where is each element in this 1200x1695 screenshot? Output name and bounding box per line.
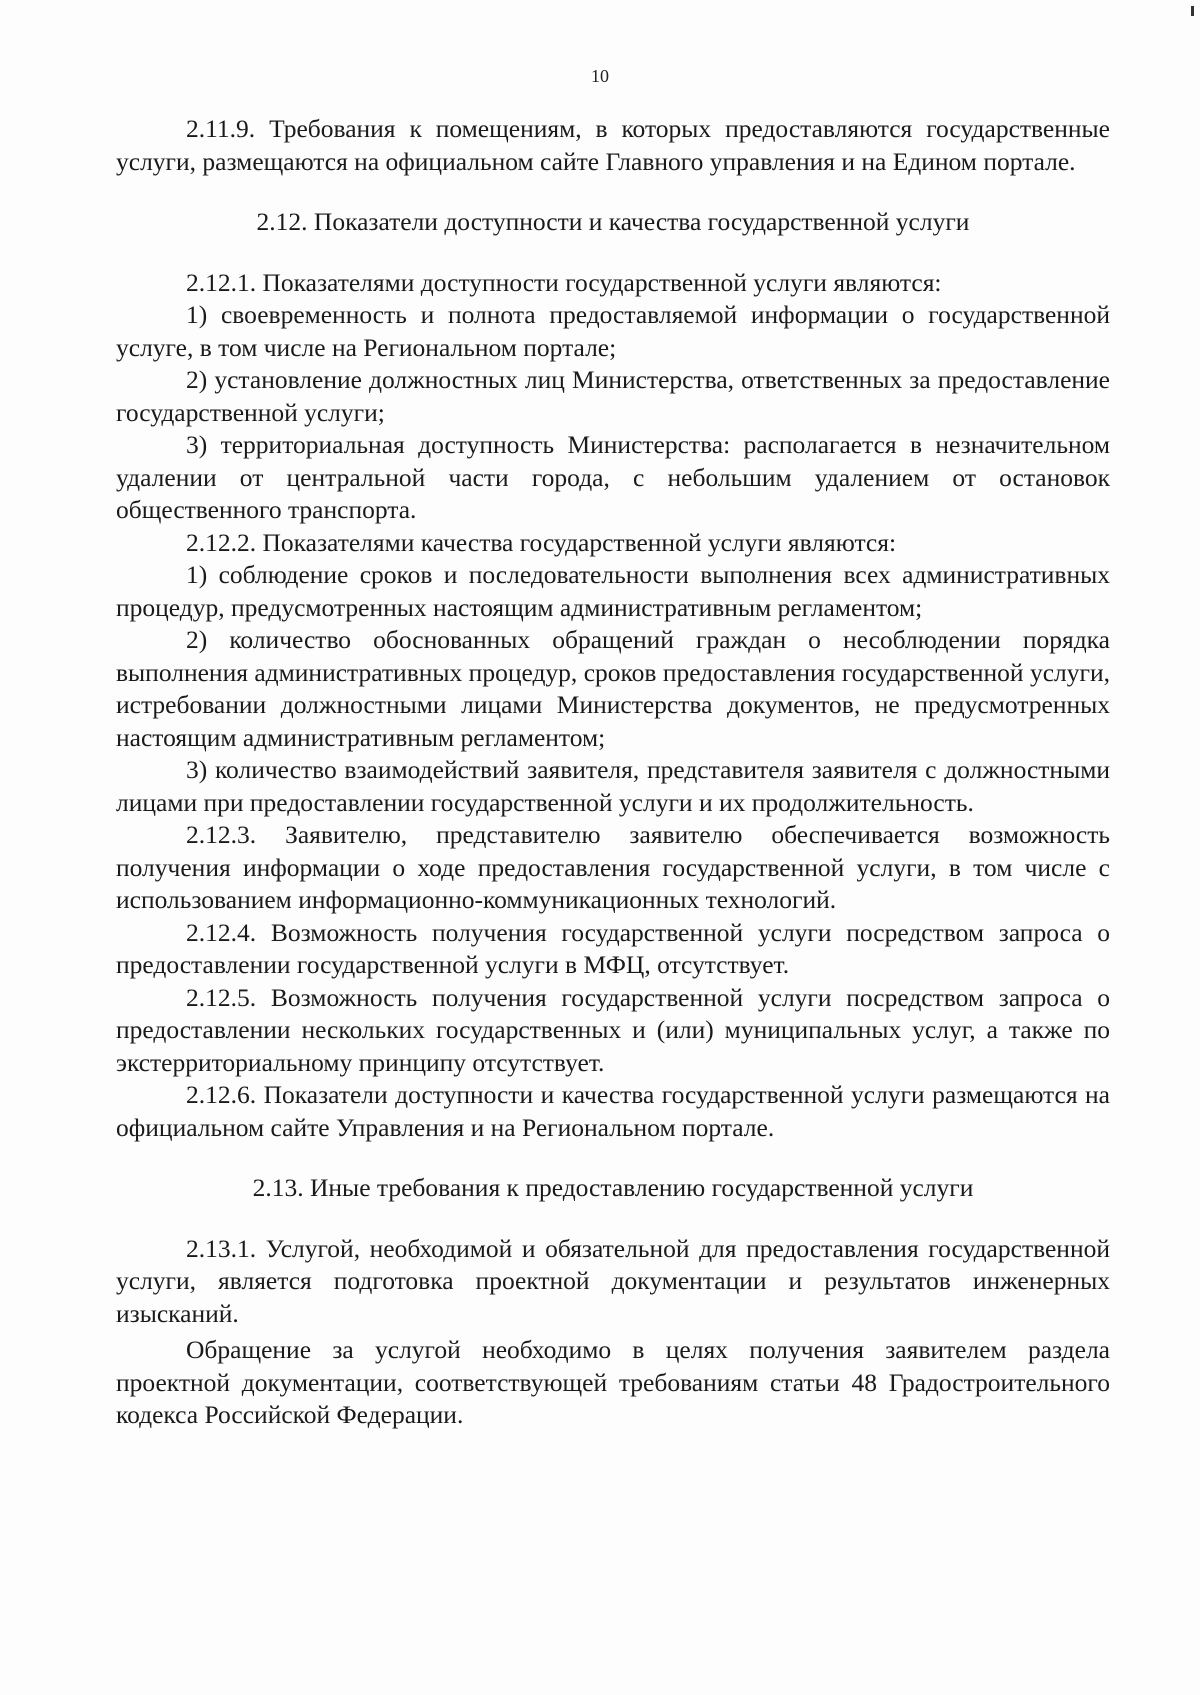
spacer bbox=[116, 1205, 1110, 1233]
paragraph-2-12-3: 2.12.3. Заявителю, представителю заявителю обеспечивается возможность получения информации о ходе предоставления государственной услуги, в том числе с использованием информационно-коммуникационных технологий. bbox=[116, 820, 1110, 914]
heading-2-12: 2.12. Показатели доступности и качества государственной услуги bbox=[256, 207, 970, 236]
list-item-2-12-1-2: 2) установление должностных лиц Министерства, ответственных за предоставление государственной услуги; bbox=[116, 365, 1110, 427]
spacer bbox=[116, 178, 1110, 206]
paragraph-2-12-6: 2.12.6. Показатели доступности и качества государственной услуги размещаются на официальном сайте Управления и на Региональном портале. bbox=[116, 1080, 1110, 1142]
spacer bbox=[116, 239, 1110, 267]
list-item-2-12-2-3: 3) количество взаимодействий заявителя, представителя заявителя с должностными лицами при предоставлении государственной услуги и их продолжительность. bbox=[116, 755, 1110, 817]
paragraph-2-12-5: 2.12.5. Возможность получения государственной услуги посредством запроса о предоставлении нескольких государственных и (или) муниципальных услуг, а также по экстерриториальному принципу отсутствует. bbox=[116, 982, 1110, 1077]
paragraph-2-13-1-continued: Обращение за услугой необходимо в целях получения заявителем раздела проектной документации, соответствующей требованиям статьи 48 Градостроительного кодекса Российской Федерации. bbox=[116, 1335, 1110, 1429]
scan-mark bbox=[1191, 6, 1194, 16]
paragraph-2-12-1: 2.12.1. Показателями доступности государственной услуги являются: bbox=[186, 267, 942, 297]
page-number: 10 bbox=[591, 66, 609, 86]
list-item-2-12-1-1: 1) своевременность и полнота предоставляемой информации о государственной услуге, в том числе на Региональном портале; bbox=[116, 300, 1110, 362]
document-body bbox=[116, 113, 1110, 1432]
spacer bbox=[116, 1144, 1110, 1172]
paragraph-2-11-9: 2.11.9. Требования к помещениям, в которых предоставляются государственные услуги, размещаются на официальном сайте Главного управления и на Едином портале. bbox=[116, 114, 1110, 176]
list-item-2-12-2-1: 1) соблюдение сроков и последовательности выполнения всех административных процедур, предусмотренных настоящим административным регламентом; bbox=[116, 560, 1110, 622]
heading-2-13: 2.13. Иные требования к предоставлению государственной услуги bbox=[252, 1173, 974, 1202]
paragraph-2-12-2: 2.12.2. Показателями качества государственной услуги являются: bbox=[186, 527, 897, 557]
paragraph-2-12-4: 2.12.4. Возможность получения государственной услуги посредством запроса о предоставлении государственной услуги в МФЦ, отсутствует. bbox=[116, 917, 1110, 979]
list-item-2-12-2-2: 2) количество обоснованных обращений граждан о несоблюдении порядка выполнения административных процедур, сроков предоставления государственной услуги, истребовании должностными лицами Министерства документов, не предусмотренных настоящим административным регламентом; bbox=[116, 625, 1110, 752]
list-item-2-12-1-3: 3) территориальная доступность Министерства: располагается в незначительном удалении от центральной части города, с небольшим удалением от остановок общественного транспорта. bbox=[116, 430, 1110, 524]
paragraph-2-13-1: 2.13.1. Услугой, необходимой и обязательной для предоставления государственной услуги, является подготовка проектной документации и результатов инженерных изысканий. bbox=[116, 1233, 1110, 1328]
